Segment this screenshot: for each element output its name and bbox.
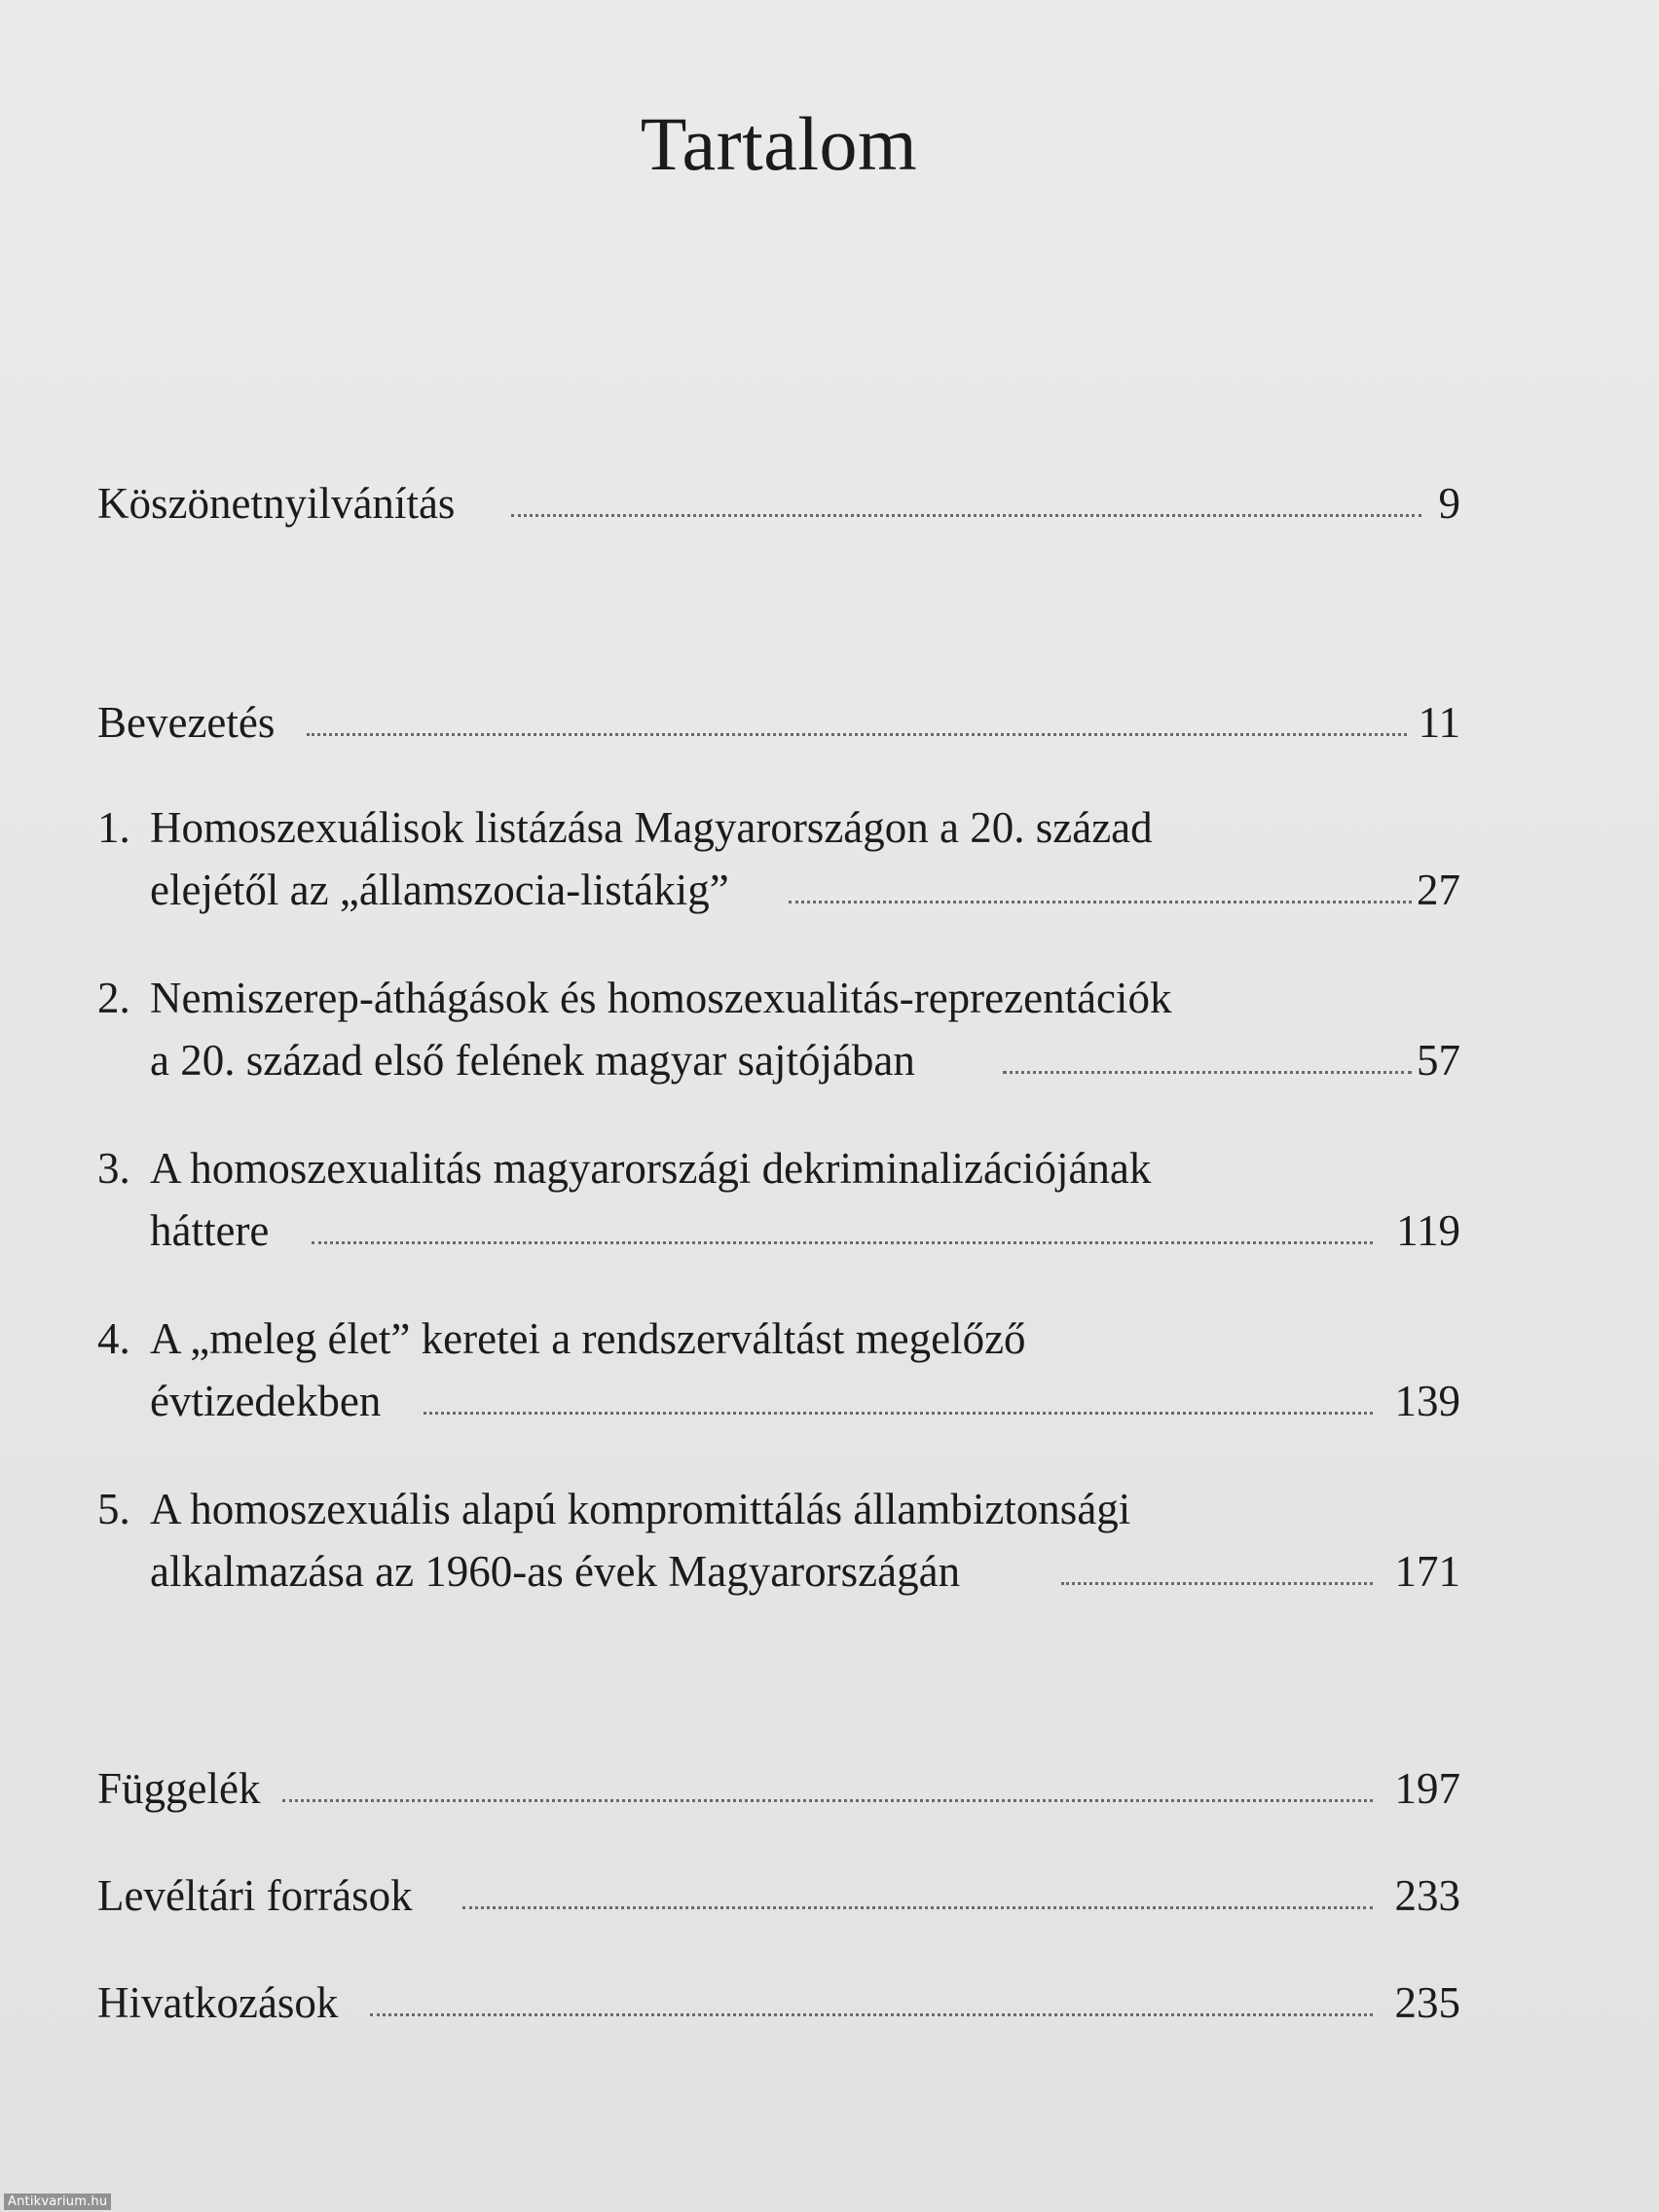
chapter-title: Homoszexuálisok listázása Magyarországon a 20. század	[150, 803, 1153, 852]
toc-chapter-1-line-1[interactable]	[97, 798, 1460, 857]
toc-page-number: 197	[1394, 1764, 1460, 1813]
table-of-contents	[97, 0, 1460, 2212]
toc-chapter-1-line-2[interactable]	[97, 861, 1460, 919]
toc-page-number: 171	[1394, 1547, 1460, 1596]
toc-page-number: 235	[1394, 1978, 1460, 2027]
chapter-number: 5.	[97, 1485, 130, 1533]
toc-entry-bevezetes[interactable]	[97, 693, 1460, 752]
toc-entry-label: Köszönetnyilvánítás	[97, 479, 456, 528]
toc-entry-label: Bevezetés	[97, 698, 276, 747]
toc-page-number: 11	[1418, 698, 1460, 747]
toc-page-number: 233	[1394, 1871, 1460, 1920]
toc-chapter-3-line-2[interactable]	[97, 1201, 1460, 1260]
toc-chapter-2-line-2[interactable]	[97, 1031, 1460, 1089]
dot-leader	[511, 474, 1421, 533]
dot-leader	[1003, 1031, 1412, 1089]
toc-chapter-2-line-1[interactable]	[97, 969, 1460, 1027]
toc-chapter-5-line-2[interactable]	[97, 1542, 1460, 1601]
dot-leader	[789, 861, 1412, 919]
toc-entry-label: Levéltári források	[97, 1871, 413, 1920]
toc-chapter-4-line-1[interactable]	[97, 1309, 1460, 1368]
chapter-number: 3.	[97, 1144, 130, 1193]
chapter-title-continued: elejétől az „államszocia-listákig”	[150, 866, 729, 914]
toc-page-number: 9	[1438, 479, 1460, 528]
chapter-number: 1.	[97, 803, 130, 852]
toc-page-number: 27	[1417, 866, 1460, 914]
toc-entry-label: Hivatkozások	[97, 1978, 339, 2027]
chapter-title: A homoszexuális alapú kompromittálás állambiztonsági	[150, 1485, 1131, 1533]
chapter-title: A homoszexualitás magyarországi dekriminalizációjának	[150, 1144, 1152, 1193]
toc-entry-fuggelek[interactable]	[97, 1759, 1460, 1818]
dot-leader	[282, 1759, 1373, 1818]
toc-chapter-5-line-1[interactable]	[97, 1480, 1460, 1538]
chapter-title-continued: évtizedekben	[150, 1377, 382, 1425]
toc-page-number: 119	[1396, 1206, 1460, 1255]
dot-leader	[462, 1866, 1373, 1925]
chapter-title-continued: háttere	[150, 1206, 270, 1255]
chapter-number: 2.	[97, 974, 130, 1022]
chapter-title: A „meleg élet” keretei a rendszerváltást megelőző	[150, 1314, 1026, 1363]
page-title: Tartalom	[640, 101, 918, 186]
chapter-title-continued: a 20. század első felének magyar sajtójában	[150, 1036, 915, 1085]
toc-chapter-3-line-1[interactable]	[97, 1139, 1460, 1198]
toc-entry-koszonetnyilvanitas[interactable]	[97, 474, 1460, 533]
dot-leader	[312, 1201, 1373, 1260]
dot-leader	[1061, 1542, 1373, 1601]
toc-entry-label: Függelék	[97, 1764, 261, 1813]
dot-leader	[307, 693, 1407, 752]
toc-entry-hivatkozasok[interactable]	[97, 1973, 1460, 2032]
chapter-number: 4.	[97, 1314, 130, 1363]
source-watermark: Antikvarium.hu	[4, 2194, 111, 2210]
dot-leader	[370, 1973, 1373, 2032]
chapter-title: Nemiszerep-áthágások és homoszexualitás-reprezentációk	[150, 974, 1172, 1022]
chapter-title-continued: alkalmazása az 1960-as évek Magyarországán	[150, 1547, 961, 1596]
dot-leader	[424, 1372, 1373, 1430]
toc-chapter-4-line-2[interactable]	[97, 1372, 1460, 1430]
toc-page-number: 57	[1417, 1036, 1460, 1085]
toc-page-number: 139	[1394, 1377, 1460, 1425]
toc-entry-leveltari-forrasok[interactable]	[97, 1866, 1460, 1925]
